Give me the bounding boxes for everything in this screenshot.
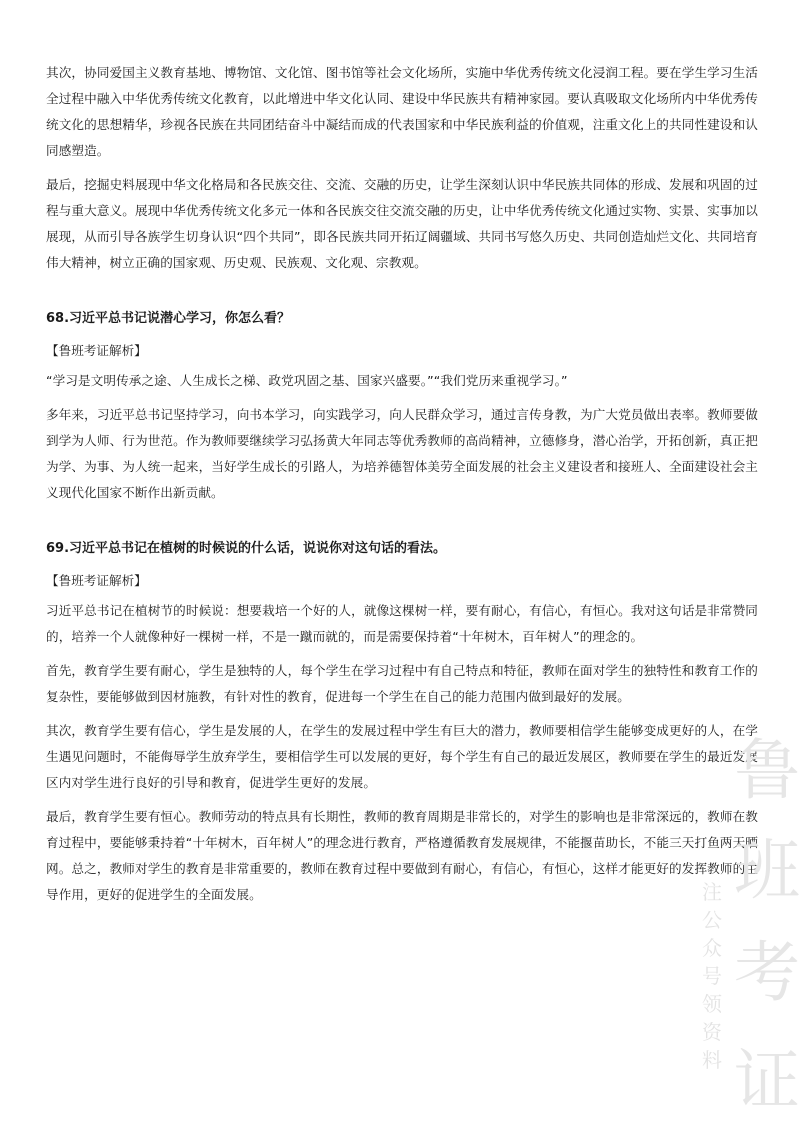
answer-tag-68: 【鲁班考证解析】 <box>46 343 147 358</box>
watermark-char: 班 <box>734 832 800 909</box>
watermark-char: 号 <box>702 964 722 988</box>
question-title-69: 69.习近平总书记在植树的时候说的什么话，说说你对这句话的看法。 <box>46 541 447 556</box>
watermark-char: 众 <box>702 936 722 960</box>
watermark-char: 资 <box>702 1020 722 1044</box>
paragraph: 最后，挖掘史料展现中华文化格局和各民族交往、交流、交融的历史，让学生深刻认识中华民族共同体的形成、发展和巩固的过程与重大意义。展现中华优秀传统文化多元一体和各民族交往交流交融的历史，让中华优秀传统文化通过实物、实景、实事加以展现，从而引导各族学生切身认识“四个共同”，即各民族共同开拓辽阔疆域、共同书写悠久历史、共同创造灿烂文化、共同培育伟大精神，树立正确的国家观、历史观、民族观、文化观、宗教观。 <box>46 177 758 270</box>
paragraph: 习近平总书记在植树节的时候说：想要栽培一个好的人，就像这棵树一样，要有耐心，有信心，有恒心。我对这句话是非常赞同的，培养一个人就像种好一棵树一样，不是一蹴而就的，而是需要保持着“十年树木，百年树人”的理念的。 <box>46 603 758 644</box>
paragraph: 首先，教育学生要有耐心，学生是独特的人，每个学生在学习过程中有自己特点和特征，教师在面对学生的独特性和教育工作的复杂性，要能够做到因材施教，有针对性的教育，促进每一个学生在自己的能力范围内做到最好的发展。 <box>46 663 758 704</box>
paragraph: 其次，教育学生要有信心，学生是发展的人，在学生的发展过程中学生有巨大的潜力，教师要相信学生能够变成更好的人，在学生遇见问题时，不能侮辱学生放弃学生，要相信学生可以发展的更好，每个学生有自己的最近发展区，教师要在学生的最近发展区内对学生进行良好的引导和教育，促进学生更好的发展。 <box>46 723 758 790</box>
question-title-68: 68.习近平总书记说潜心学习，你怎么看？ <box>46 311 291 326</box>
paragraph: 多年来，习近平总书记坚持学习，向书本学习，向实践学习，向人民群众学习，通过言传身教，为广大党员做出表率。教师要做到学为人师、行为世范。作为教师要继续学习弘扬黄大年同志等优秀教师的高尚精神，立德修身，潜心治学，开拓创新，真正把为学、为事、为人统一起来，当好学生成长的引路人，为培养德智体美劳全面发展的社会主义建设者和接班人、全面建设社会主义现代化国家不断作出新贡献。 <box>46 407 758 500</box>
watermark-char: 鲁 <box>734 732 800 809</box>
answer-tag-69: 【鲁班考证解析】 <box>46 573 147 588</box>
paragraph: 其次，协同爱国主义教育基地、博物馆、文化馆、图书馆等社会文化场所，实施中华优秀传统文化浸润工程。要在学生学习生活全过程中融入中华优秀传统文化教育，以此增进中华文化认同、建设中华民族共有精神家园。要认真吸取文化场所内中华优秀传统文化的思想精华，珍视各民族在共同团结奋斗中凝结而成的代表国家和中华民族利益的价值观，注重文化上的共同性建设和认同感塑造。 <box>46 65 758 158</box>
document-body <box>46 60 758 916</box>
watermark-char: 领 <box>702 992 722 1016</box>
watermark-char: 料 <box>702 1048 722 1072</box>
watermark-vertical-text <box>700 878 724 1074</box>
watermark-char: 注 <box>702 880 722 904</box>
watermark-char: 公 <box>702 908 722 932</box>
paragraph: 最后，教育学生要有恒心。教师劳动的特点具有长期性，教师的教育周期是非常长的，对学生的影响也是非常深远的，教师在教育过程中，要能够秉持着“十年树木，百年树人”的理念进行教育，严格遵循教育发展规律，不能揠苗助长，不能三天打鱼两天晒网。总之，教师对学生的教育是非常重要的，教师在教育过程中要做到有耐心，有信心，有恒心，这样才能更好的发挥教师的主导作用，更好的促进学生的全面发展。 <box>46 809 758 902</box>
watermark-char: 证 <box>734 1042 800 1119</box>
watermark-char: 考 <box>734 934 800 1011</box>
paragraph: “学习是文明传承之途、人生成长之梯、政党巩固之基、国家兴盛要。”“我们党历来重视学习。” <box>46 373 568 388</box>
